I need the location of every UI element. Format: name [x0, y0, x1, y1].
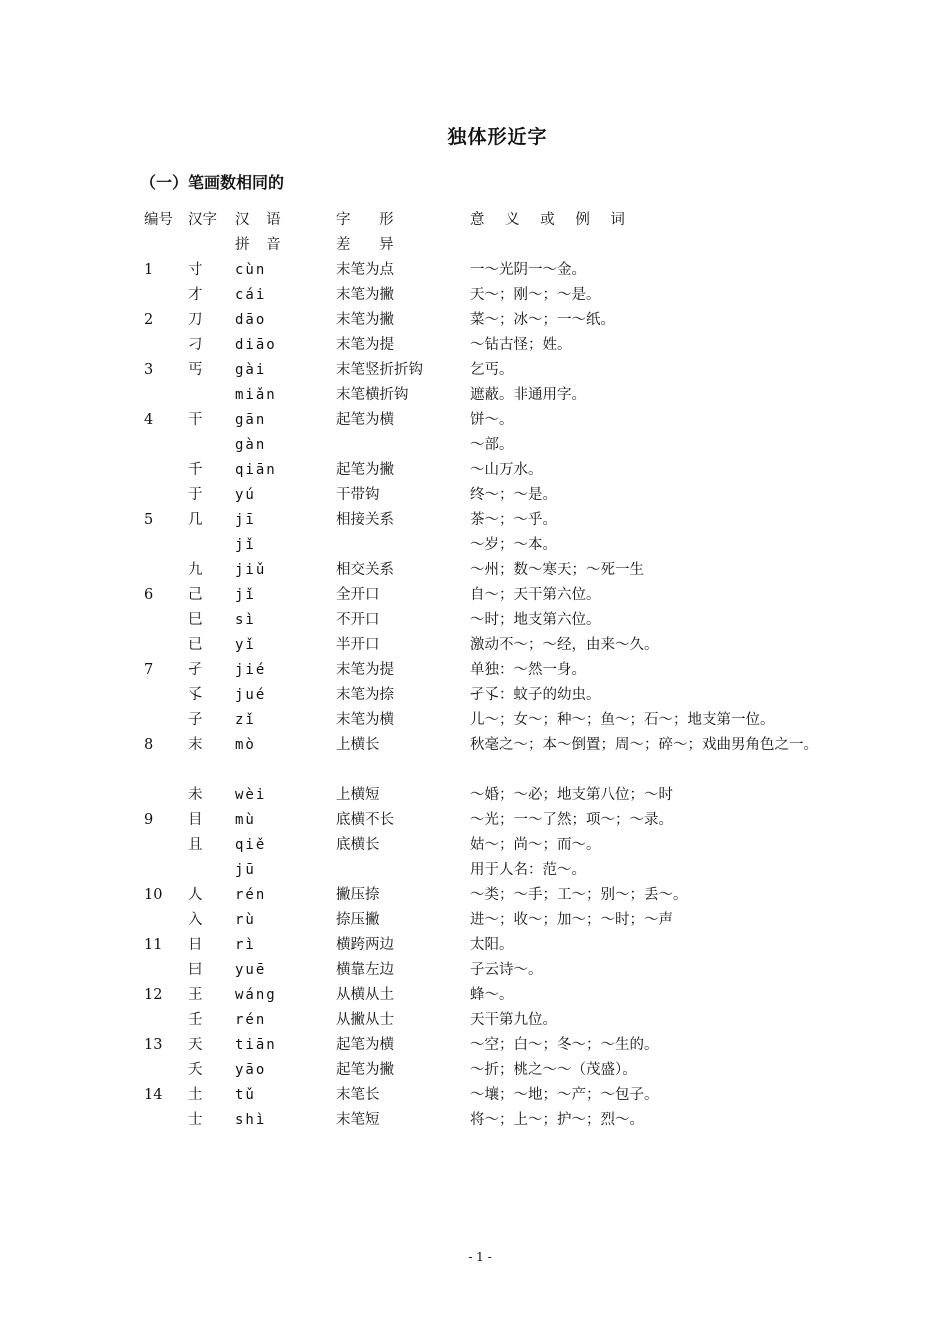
row-meaning: ～钻古怪；姓。 [470, 337, 572, 353]
row-num: 9 [144, 812, 154, 828]
row-num: 1 [144, 262, 154, 278]
row-diff: 起笔为撇 [336, 1062, 394, 1078]
section-heading: （一）笔画数相同的 [140, 173, 285, 192]
row-meaning: 遮蔽。非通用字。 [470, 387, 586, 403]
row-meaning: ～折；桃之～～（茂盛）。 [470, 1062, 637, 1078]
row-diff: 末笔为捺 [336, 687, 394, 703]
row-diff: 上横短 [336, 787, 380, 803]
row-pinyin: gàn [235, 437, 267, 453]
row-diff: 上横长 [336, 737, 380, 753]
row-diff: 末笔短 [336, 1112, 380, 1128]
row-num: 2 [144, 312, 154, 328]
row-char: 人 [188, 887, 203, 903]
row-char: 几 [188, 512, 203, 528]
row-meaning: 一～光阴一～金。 [470, 262, 586, 278]
row-meaning: 姑～；尚～；而～。 [470, 837, 601, 853]
row-meaning: 饼～。 [470, 412, 514, 428]
row-pinyin: mò [235, 737, 256, 753]
row-num: 12 [144, 987, 163, 1003]
row-meaning: 菜～；冰～；一～纸。 [470, 312, 615, 328]
row-num: 10 [144, 887, 163, 903]
row-diff: 末笔长 [336, 1087, 380, 1103]
table-row [140, 809, 840, 834]
table-row [140, 434, 840, 459]
row-char: 干 [188, 412, 203, 428]
row-char: 未 [188, 787, 203, 803]
table-header-row-2 [140, 234, 840, 259]
row-char: 刀 [188, 312, 203, 328]
row-pinyin: zǐ [235, 712, 256, 728]
row-pinyin: jiǔ [235, 562, 267, 578]
row-meaning: 秋毫之～；本～倒置；周～；碎～；戏曲男角色之一。 [470, 737, 818, 753]
row-meaning: ～光；一～了然；项～；～录。 [470, 812, 673, 828]
row-meaning: ～婚；～必；地支第八位；～时 [470, 787, 673, 803]
row-diff: 干带钩 [336, 487, 380, 503]
row-diff: 末笔为提 [336, 662, 394, 678]
row-meaning: 激动不～；～经，由来～久。 [470, 637, 659, 653]
table-row [140, 509, 840, 534]
row-char: 孓 [188, 687, 203, 703]
row-meaning: ～类；～手；工～；别～；丢～。 [470, 887, 688, 903]
row-char: 土 [188, 1087, 203, 1103]
header-num: 编号 [144, 212, 173, 228]
row-char: 才 [188, 287, 203, 303]
table-row [140, 584, 840, 609]
row-meaning: 天干第九位。 [470, 1012, 557, 1028]
table-row [140, 1109, 840, 1134]
table-row [140, 334, 840, 359]
row-pinyin: qiān [235, 462, 277, 478]
row-meaning: 子云诗～。 [470, 962, 543, 978]
row-char: 壬 [188, 1012, 203, 1028]
row-num: 3 [144, 362, 154, 378]
row-meaning: 孑孓：蚊子的幼虫。 [470, 687, 601, 703]
row-meaning: ～山万水。 [470, 462, 543, 478]
row-diff: 末笔为撇 [336, 287, 394, 303]
row-char: 丐 [188, 362, 203, 378]
char-table [140, 209, 840, 1134]
row-pinyin: sì [235, 612, 256, 628]
header-pinyin-2: 拼 音 [235, 237, 287, 253]
row-char: 寸 [188, 262, 203, 278]
row-char: 己 [188, 587, 203, 603]
row-meaning: 天～；刚～；～是。 [470, 287, 601, 303]
table-row [140, 684, 840, 709]
row-pinyin: rì [235, 937, 256, 953]
row-diff: 从撇从士 [336, 1012, 394, 1028]
table-row [140, 909, 840, 934]
row-diff: 从横从土 [336, 987, 394, 1003]
row-diff: 半开口 [336, 637, 380, 653]
row-pinyin: rén [235, 887, 267, 903]
row-char: 末 [188, 737, 203, 753]
row-pinyin: gài [235, 362, 267, 378]
row-char: 孑 [188, 662, 203, 678]
row-meaning: 茶～；～乎。 [470, 512, 557, 528]
row-diff: 相交关系 [336, 562, 394, 578]
table-row [140, 409, 840, 434]
row-pinyin: mù [235, 812, 256, 828]
page-number: - 1 - [468, 1250, 492, 1264]
table-row [140, 534, 840, 559]
row-num: 11 [144, 937, 163, 953]
table-row [140, 984, 840, 1009]
row-meaning: ～州；数～寒天；～死一生 [470, 562, 644, 578]
row-meaning: ～时；地支第六位。 [470, 612, 601, 628]
table-row [140, 734, 840, 784]
row-pinyin: rù [235, 912, 256, 928]
row-meaning: 单独：～然一身。 [470, 662, 586, 678]
row-pinyin: tiān [235, 1037, 277, 1053]
row-pinyin: jǐ [235, 537, 256, 553]
row-pinyin: miǎn [235, 387, 277, 403]
row-meaning: 乞丐。 [470, 362, 514, 378]
row-diff: 全开口 [336, 587, 380, 603]
table-row [140, 359, 840, 384]
table-row [140, 384, 840, 409]
table-row [140, 484, 840, 509]
row-meaning: ～岁；～本。 [470, 537, 557, 553]
row-pinyin: rén [235, 1012, 267, 1028]
row-diff: 不开口 [336, 612, 380, 628]
row-pinyin: cùn [235, 262, 267, 278]
row-meaning: 进～；收～；加～；～时；～声 [470, 912, 673, 928]
row-char: 于 [188, 487, 203, 503]
row-char: 夭 [188, 1062, 203, 1078]
table-body [140, 259, 840, 1134]
row-pinyin: qiě [235, 837, 267, 853]
row-meaning: ～空；白～；冬～；～生的。 [470, 1037, 659, 1053]
row-num: 13 [144, 1037, 163, 1053]
row-char: 子 [188, 712, 203, 728]
table-row [140, 859, 840, 884]
row-diff: 底横长 [336, 837, 380, 853]
row-diff: 横跨两边 [336, 937, 394, 953]
row-meaning: 太阳。 [470, 937, 514, 953]
table-row [140, 659, 840, 684]
table-row [140, 259, 840, 284]
row-diff: 末笔为提 [336, 337, 394, 353]
table-row [140, 1059, 840, 1084]
table-row [140, 609, 840, 634]
table-row [140, 559, 840, 584]
row-meaning: 蜂～。 [470, 987, 514, 1003]
row-num: 4 [144, 412, 154, 428]
table-row [140, 834, 840, 859]
row-pinyin: jué [235, 687, 267, 703]
row-diff: 起笔为横 [336, 1037, 394, 1053]
row-char: 曰 [188, 962, 203, 978]
row-char: 入 [188, 912, 203, 928]
table-row [140, 709, 840, 734]
header-char: 汉字 [188, 212, 217, 228]
table-row [140, 959, 840, 984]
row-char: 已 [188, 637, 203, 653]
row-num: 6 [144, 587, 154, 603]
row-pinyin: yāo [235, 1062, 267, 1078]
row-diff: 末笔为点 [336, 262, 394, 278]
row-num: 8 [144, 737, 154, 753]
table-row [140, 309, 840, 334]
row-meaning: 自～；天干第六位。 [470, 587, 601, 603]
header-diff-2: 差 异 [336, 237, 406, 253]
row-diff: 起笔为撇 [336, 462, 394, 478]
row-char: 王 [188, 987, 203, 1003]
table-row [140, 634, 840, 659]
row-diff: 捺压撇 [336, 912, 380, 928]
row-pinyin: jī [235, 512, 256, 528]
row-diff: 末笔横折钩 [336, 387, 409, 403]
table-row [140, 1009, 840, 1034]
row-pinyin: shì [235, 1112, 267, 1128]
row-num: 7 [144, 662, 154, 678]
table-header-row [140, 209, 840, 234]
row-char: 日 [188, 937, 203, 953]
row-pinyin: yǐ [235, 637, 256, 653]
row-meaning: ～壤；～地；～产；～包子。 [470, 1087, 659, 1103]
row-diff: 底横不长 [336, 812, 394, 828]
row-pinyin: cái [235, 287, 267, 303]
row-meaning: ～部。 [470, 437, 514, 453]
row-pinyin: gān [235, 412, 267, 428]
row-char: 士 [188, 1112, 203, 1128]
table-row [140, 1084, 840, 1109]
row-pinyin: jǐ [235, 587, 256, 603]
row-diff: 起笔为横 [336, 412, 394, 428]
row-pinyin: yú [235, 487, 256, 503]
row-char: 九 [188, 562, 203, 578]
table-row [140, 459, 840, 484]
row-char: 天 [188, 1037, 203, 1053]
header-diff: 字 形 [336, 212, 406, 228]
row-num: 14 [144, 1087, 163, 1103]
row-diff: 末笔为横 [336, 712, 394, 728]
row-diff: 相接关系 [336, 512, 394, 528]
row-char: 刁 [188, 337, 203, 353]
row-pinyin: jié [235, 662, 267, 678]
table-row [140, 284, 840, 309]
table-row [140, 1034, 840, 1059]
row-pinyin: wèi [235, 787, 267, 803]
row-diff: 末笔竖折折钩 [336, 362, 423, 378]
row-diff: 横靠左边 [336, 962, 394, 978]
row-meaning: 用于人名：范～。 [470, 862, 586, 878]
header-pinyin: 汉 语 [235, 212, 287, 228]
table-row [140, 884, 840, 909]
table-row [140, 784, 840, 809]
row-pinyin: jū [235, 862, 256, 878]
row-meaning: 将～；上～；护～；烈～。 [470, 1112, 644, 1128]
row-pinyin: dāo [235, 312, 267, 328]
row-pinyin: wáng [235, 987, 277, 1003]
row-pinyin: tǔ [235, 1087, 256, 1103]
table-row [140, 934, 840, 959]
row-char: 且 [188, 837, 203, 853]
row-char: 千 [188, 462, 203, 478]
row-pinyin: diāo [235, 337, 277, 353]
row-pinyin: yuē [235, 962, 267, 978]
row-diff: 撇压捺 [336, 887, 380, 903]
row-meaning: 终～；～是。 [470, 487, 557, 503]
row-diff: 末笔为撇 [336, 312, 394, 328]
header-meaning: 意 义 或 例 词 [470, 212, 633, 228]
row-meaning: 儿～；女～；种～；鱼～；石～；地支第一位。 [470, 712, 775, 728]
page-title: 独体形近字 [447, 126, 548, 148]
row-char: 目 [188, 812, 203, 828]
row-num: 5 [144, 512, 154, 528]
row-char: 巳 [188, 612, 203, 628]
